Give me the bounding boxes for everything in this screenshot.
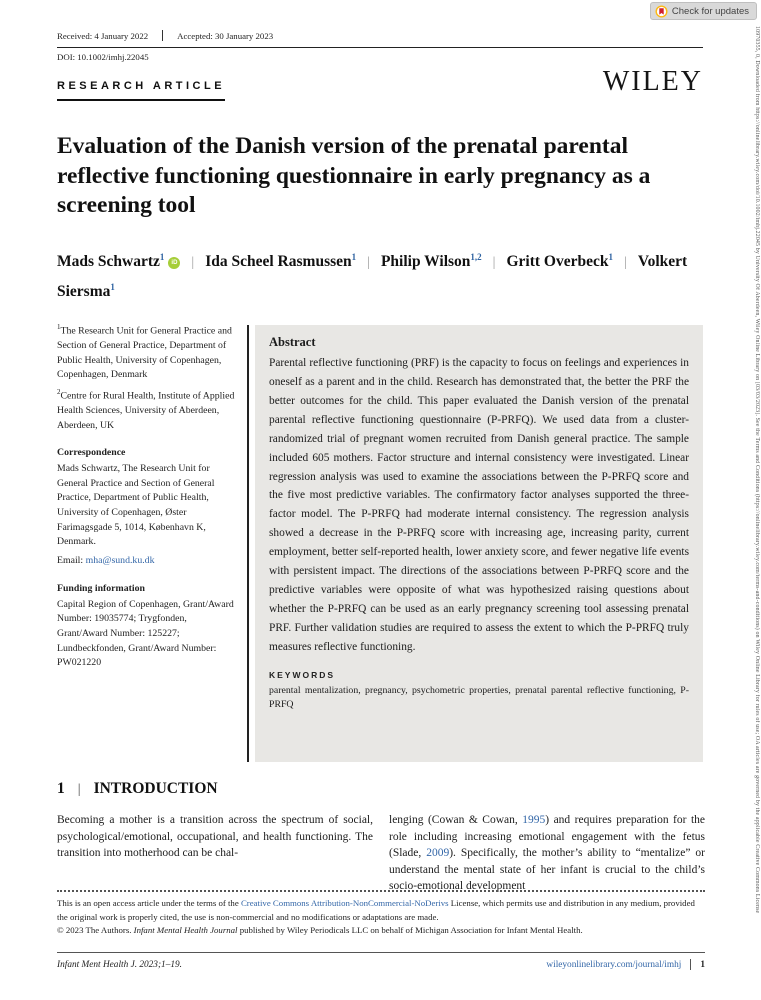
abstract-text: Parental reflective functioning (PRF) is the capacity to focus on feelings and experiences in oneself as a parent and in the child. Research has demonstrated that, the better the PRF the better outcomes for the child. This paper evaluated the Danish version of the prenatal parental reflective functioning questionnaire (P-PRFQ). We used data from a cluster-randomized trial of pregnant women recruited from Danish general practice. The sample included 605 mothers. Factor structure and internal consistency were investigated. Linear regression analysis was used to examine the associations between the P-PRFQ score and the five most predictive variables. The confirmatory factor analyses supported the three-factor model. The P-PRFQ had moderate internal consistency. The regression analysis showed a decrease in the P-PRFQ score with increasing age, increasing parity, current employment, better self-reported health, lower anxiety score, and fewer negative life events with persistent impact. The directions of the associations between P-PRFQ score and the predictive variables were opposite of what was hypothesized raising questions about whether the P-PRFQ can be used as an early pregnancy screening tool assessing prenatal PRF. Further validation studies are required to assess the extent to which the P-PRFQ truly measures reflective functioning. (269, 357, 689, 653)
copyright-text: © 2023 The Authors. Infant Mental Health Journal published by Wiley Periodicals LLC on behalf of Michigan Association for Infant Mental Health. (57, 925, 583, 936)
received-accepted-row (57, 30, 703, 48)
page-number: 1 (700, 959, 705, 970)
keywords-heading: KEYWORDS (269, 669, 336, 680)
abstract-heading: Abstract (269, 335, 316, 349)
abstract-box (255, 325, 703, 762)
intro-column-right: lenging (Cowan & Cowan, 1995) and requires preparation for the role including increasing emotional engagement with the fetus (Slade, 2009). Specifically, the mother’s ability to “mentalize” or understand the mental state of her infant is crucial to the child’s socio-emotional development (389, 814, 705, 893)
funding-heading: Funding information (57, 582, 145, 594)
license-text: This is an open access article under the terms of the Creative Commons Attribution-NonCommercial-NoDerivs License, which permits use and distribution in any medium, provided the original work is properly cited, the use is non-commercial and no modifications or adaptations are made. (57, 898, 695, 922)
keywords-text: parental mentalization, pregnancy, psychometric properties, prenatal parental reflective functioning, P-PRFQ (269, 684, 689, 710)
email-line (57, 554, 237, 569)
author-list: Mads Schwartz$^1$iD | Ida Scheel Rasmussen$^1$ | Philip Wilson$^{1,2}$ | Gritt Overbeck$^1$ | Volkert Siersma$^1$ (57, 251, 688, 301)
introduction-heading: 1 | INTRODUCTION (57, 780, 218, 797)
introduction-columns (57, 812, 705, 895)
journal-website-link[interactable]: wileyonlinelibrary.com/journal/imhj (546, 959, 682, 970)
doi: DOI: 10.1002/imhj.22045 (57, 52, 149, 62)
download-provenance-vertical-text: 10970355, 0, Downloaded from https://onlinelibrary.wiley.com/doi/10.1002/imhj.22045 by University Of Aberdeen, Wiley Online Library on [03/03/2023]. See the Terms and Conditions (https://onlinelibrary.wiley.com/terms-and-conditions) on Wiley Online Library for rules of use; OA articles are governed by the applicable Creative Commons License (754, 26, 760, 914)
intro-column-left: Becoming a mother is a transition across the spectrum of social, psychological/emotional, occupational, and health functioning. The transition into motherhood can be chal- (57, 814, 373, 860)
inline-link[interactable]: Creative Commons Attribution-NonCommercial-NoDerivs (240, 898, 449, 908)
inline-link[interactable]: 2009 (426, 847, 450, 860)
crossmark-icon (655, 5, 668, 18)
wiley-logo: WILEY (602, 66, 703, 97)
orcid-icon[interactable]: iD (168, 257, 180, 269)
footer-divider (690, 959, 691, 970)
affiliation-1: $^1$The Research Unit for General Practice and Section of General Practice, Department of Public Health, University of Copenhagen, Copenhagen, Denmark (57, 323, 232, 381)
inline-link[interactable]: 1995 (522, 814, 546, 826)
accepted-date: Accepted: 30 January 2023 (177, 30, 274, 41)
sidebar-abstract-divider (247, 325, 249, 762)
meta-divider (162, 30, 163, 41)
affiliation-2: $^2$Centre for Rural Health, Institute of Applied Health Sciences, University of Aberdeen, Aberdeen, UK (57, 388, 235, 431)
email-link[interactable]: mha@sund.ku.dk (85, 555, 155, 567)
email-label: Email: (57, 555, 86, 567)
correspondence-text: Mads Schwartz, The Research Unit for General Practice and Section of General Practice, Department of Public Health, University of Copenhagen, Øster Farimagsgade 5, 1014, København K, Denmark. (57, 463, 215, 548)
received-date: Received: 4 January 2022 (57, 30, 149, 41)
sidebar (57, 322, 237, 675)
journal-citation: Infant Ment Health J. 2023;1–19. (57, 959, 182, 970)
open-access-notice (57, 890, 705, 938)
check-for-updates-button[interactable] (650, 2, 757, 20)
funding-text: Capital Region of Copenhagen, Grant/Award Number: 19035774; Trygfonden, Grant/Award Number: 125227; Lundbeckfonden, Grant/Award Number: PW021220 (57, 598, 234, 669)
article-title: Evaluation of the Danish version of the prenatal parental reflective functioning questionnaire in early pregnancy as a screening tool (57, 133, 651, 219)
correspondence-heading: Correspondence (57, 447, 126, 459)
article-type-label: RESEARCH ARTICLE (57, 80, 225, 101)
journal-footer-right (546, 959, 705, 970)
journal-footer-row (57, 952, 705, 970)
check-for-updates-label: Check for updates (671, 5, 749, 17)
